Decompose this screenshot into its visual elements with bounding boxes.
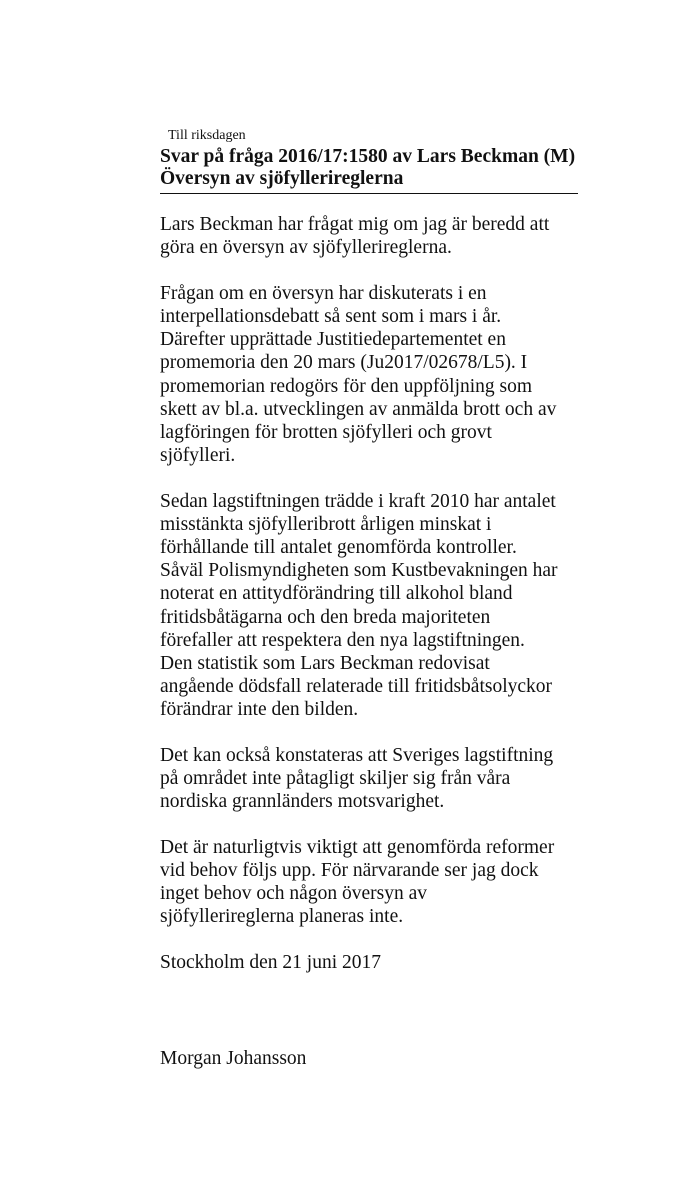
paragraph-line: göra en översyn av sjöfyllerireglerna. (160, 237, 452, 259)
paragraph-line: angående dödsfall relaterade till fritidsbåtsolyckor (160, 676, 553, 698)
paragraph-line: Sedan lagstiftningen trädde i kraft 2010 har antalet (160, 490, 556, 512)
body-paragraph (160, 282, 600, 468)
recipient-label: Till riksdagen (168, 128, 246, 143)
paragraph-line: förändrar inte den bilden. (160, 699, 359, 721)
document-subject: Översyn av sjöfyllerireglerna (160, 168, 404, 189)
paragraph-line: misstänkta sjöfylleribrott årligen minskat i (160, 513, 492, 535)
body-paragraph (160, 490, 600, 722)
paragraph-line: Såväl Polismyndigheten som Kustbevakningen har (160, 560, 558, 582)
paragraph-line: promemoria den 20 mars (Ju2017/02678/L5). I (160, 352, 528, 374)
paragraph-line: nordiska grannländers motsvarighet. (160, 791, 445, 813)
paragraph-line: Lars Beckman har frågat mig om jag är beredd att (160, 214, 550, 235)
paragraph-line: Därefter upprättade Justitiedepartementet en (160, 329, 506, 351)
paragraph-line: Frågan om en översyn har diskuterats i en (160, 282, 487, 304)
signature-name: Morgan Johansson (160, 1048, 307, 1069)
paragraph-line: sjöfylleri. (160, 445, 236, 467)
document-header (160, 146, 578, 194)
paragraph-line: sjöfyllerireglerna planeras inte. (160, 906, 404, 928)
paragraph-line: Det kan också konstateras att Sveriges lagstiftning (160, 744, 554, 766)
paragraph-line: vid behov följs upp. För närvarande ser jag dock (160, 860, 539, 882)
document-body (160, 213, 600, 996)
paragraph-line: lagföringen för brotten sjöfylleri och grovt (160, 421, 492, 443)
body-paragraph (160, 836, 600, 929)
document-title: Svar på fråga 2016/17:1580 av Lars Beckman (M) (160, 146, 576, 167)
paragraph-line: skett av bl.a. utvecklingen av anmälda brott och av (160, 398, 557, 420)
paragraph-line: förefaller att respektera den nya lagstiftningen. (160, 629, 525, 651)
body-paragraph (160, 213, 600, 259)
paragraph-line: Stockholm den 21 juni 2017 (160, 951, 381, 973)
paragraph-line: fritidsbåtägarna och den breda majoriteten (160, 606, 491, 628)
body-paragraph (160, 744, 600, 814)
paragraph-line: på området inte påtagligt skiljer sig från våra (160, 768, 511, 790)
paragraph-line: förhållande till antalet genomförda kontroller. (160, 537, 517, 559)
paragraph-line: interpellationsdebatt så sent som i mars i år. (160, 305, 502, 327)
paragraph-line: noterat en attitydförändring till alkohol bland (160, 583, 513, 605)
paragraph-line: Det är naturligtvis viktigt att genomförda reformer (160, 836, 555, 858)
paragraph-line: promemorian redogörs för den uppföljning som (160, 375, 533, 397)
paragraph-line: Den statistik som Lars Beckman redovisat (160, 653, 490, 675)
date-line (160, 951, 600, 974)
paragraph-line: inget behov och någon översyn av (160, 883, 427, 905)
